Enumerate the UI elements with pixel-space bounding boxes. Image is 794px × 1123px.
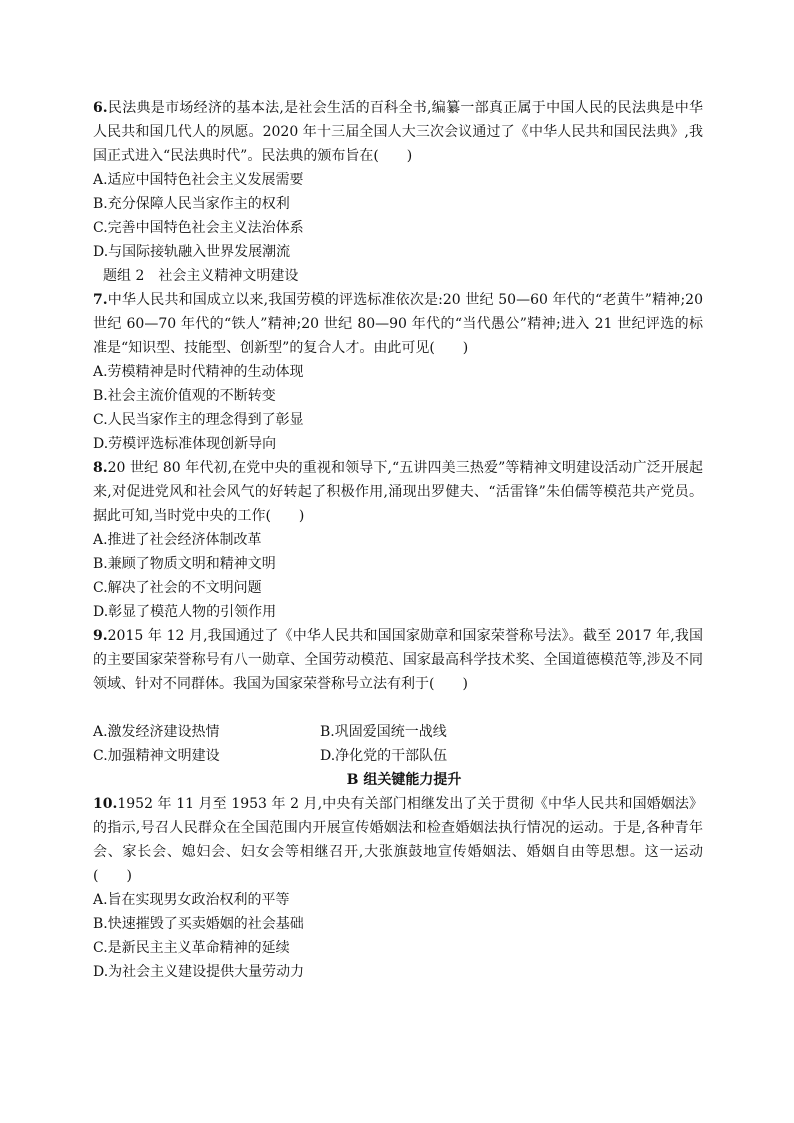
question-6 <box>93 96 703 264</box>
question-8-option-d: D.彰显了模范人物的引领作用 <box>93 604 277 620</box>
question-9-options-row-1 <box>93 720 703 744</box>
question-6-number: 6. <box>93 100 108 116</box>
question-7-option-b: B.社会主流价值观的不断转变 <box>93 388 276 404</box>
question-10-stem: 10.1952 年 11 月至 1953 年 2 月,中央有关部门相继发出了关于贯彻《中华人民共和国婚姻法》的指示,号召人民群众在全国范围内开展宣传婚姻法和检查婚姻法执行情况的运动。于是,各种青年会、家长会、媳妇会、妇女会等相继召开,大张旗鼓地宣传婚姻法、婚姻自由等思想。这一运动( ) <box>93 796 703 884</box>
question-6-option-d: D.与国际接轨融入世界发展潮流 <box>93 244 291 260</box>
question-9 <box>93 624 703 768</box>
question-8-stem: 8.20 世纪 80 年代初,在党中央的重视和领导下,“五讲四美三热爱”等精神文明建设活动广泛开展起来,对促进党风和社会风气的好转起了积极作用,涌现出罗健夫、“活雷锋”朱伯儒等模范共产党员。据此可知,当时党中央的工作( ) <box>93 460 703 524</box>
question-7-number: 7. <box>93 292 108 308</box>
question-6-stem: 6.民法典是市场经济的基本法,是社会生活的百科全书,编纂一部真正属于中国人民的民法典是中华人民共和国几代人的夙愿。2020 年十三届全国人大三次会议通过了《中华人民共和国民法典》,我国正式进入“民法典时代”。民法典的颁布旨在( ) <box>93 100 703 164</box>
question-8-option-c: C.解决了社会的不文明问题 <box>93 580 262 596</box>
group-2-heading: 题组 2 社会主义精神文明建设 <box>103 268 299 284</box>
section-b-heading: B 组关键能力提升 <box>346 772 462 788</box>
question-7-option-d: D.劳模评选标准体现创新导向 <box>93 436 277 452</box>
question-6-option-c: C.完善中国特色社会主义法治体系 <box>93 220 304 236</box>
question-8-option-a: A.推进了社会经济体制改革 <box>93 532 262 548</box>
question-9-options-row-2 <box>93 744 703 768</box>
question-list <box>93 96 703 984</box>
blank-line <box>93 696 703 720</box>
question-9-option-b: B.巩固爱国统一战线 <box>320 724 447 740</box>
question-7-option-a: A.劳模精神是时代精神的生动体现 <box>93 364 304 380</box>
question-10 <box>93 792 703 984</box>
question-10-number: 10. <box>93 796 118 812</box>
question-6-option-b: B.充分保障人民当家作主的权利 <box>93 196 290 212</box>
question-9-option-a: A.激发经济建设热情 <box>93 724 220 740</box>
question-8 <box>93 456 703 624</box>
question-10-option-d: D.为社会主义建设提供大量劳动力 <box>93 964 305 980</box>
question-9-stem: 9.2015 年 12 月,我国通过了《中华人民共和国国家勋章和国家荣誉称号法》。截至 2017 年,我国的主要国家荣誉称号有八一勋章、全国劳动模范、国家最高科学技术奖、全国道德模范等,涉及不同领域、针对不同群体。我国为国家荣誉称号立法有利于( ) <box>93 628 703 692</box>
question-8-option-b: B.兼顾了物质文明和精神文明 <box>93 556 276 572</box>
question-10-option-c: C.是新民主主义革命精神的延续 <box>93 940 290 956</box>
question-7-stem: 7.中华人民共和国成立以来,我国劳模的评选标准依次是:20 世纪 50—60 年代的“老黄牛”精神;20 世纪 60—70 年代的“铁人”精神;20 世纪 80—90 年代的“当代愚公”精神;进入 21 世纪评选的标准是“知识型、技能型、创新型”的复合人才。由此可见( ) <box>93 292 703 356</box>
question-7-option-c: C.人民当家作主的理念得到了彰显 <box>93 412 304 428</box>
question-9-number: 9. <box>93 628 108 644</box>
question-9-option-d: D.净化党的干部队伍 <box>320 748 448 764</box>
question-10-option-b: B.快速摧毁了买卖婚姻的社会基础 <box>93 916 304 932</box>
question-10-option-a: A.旨在实现男女政治权利的平等 <box>93 892 290 908</box>
question-8-number: 8. <box>93 460 108 476</box>
question-7 <box>93 288 703 456</box>
question-6-option-a: A.适应中国特色社会主义发展需要 <box>93 172 304 188</box>
question-9-option-c: C.加强精神文明建设 <box>93 748 220 764</box>
